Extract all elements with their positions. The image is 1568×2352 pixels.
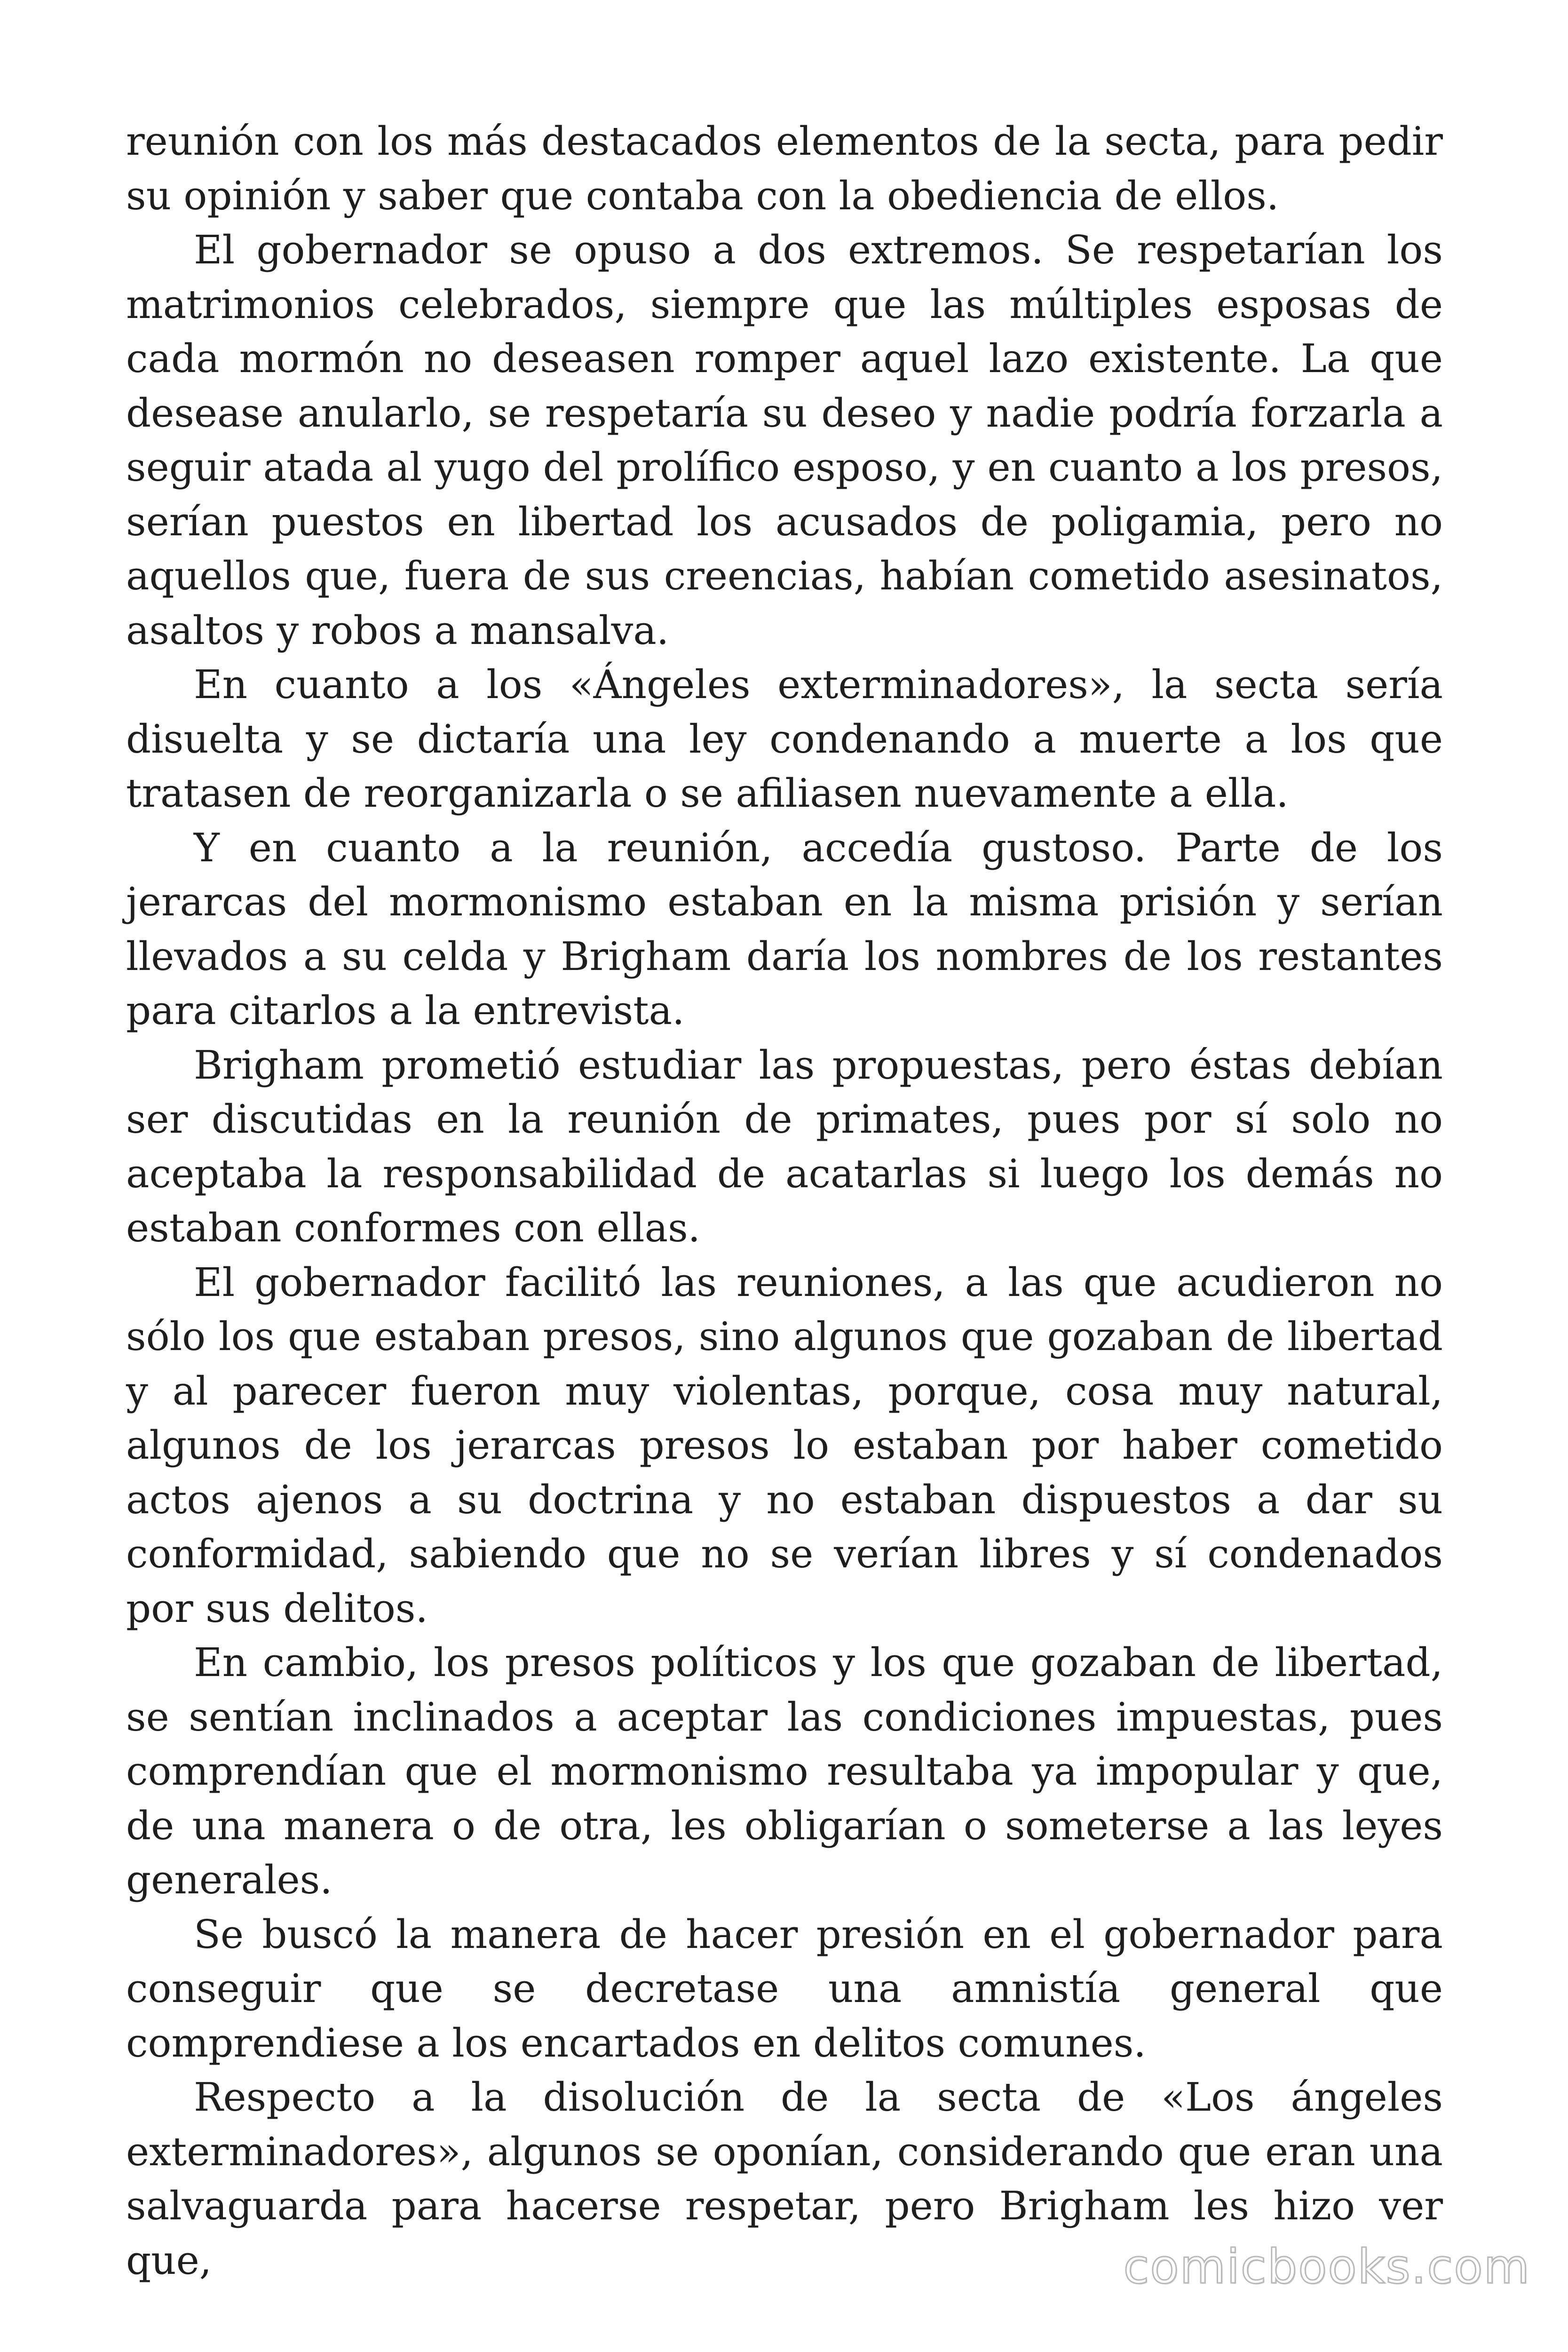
paragraph-4: Y en cuanto a la reunión, accedía gustoso. Parte de los jerarcas del mormonismo estaban en la misma prisión y serían llevados a su celda y Brigham daría los nombres de los restantes para citarlos a la entrevista.	[126, 825, 1443, 1033]
paragraph-2: El gobernador se opuso a dos extremos. Se respetarían los matrimonios celebrados, siempre que las múltiples esposas de cada mormón no deseasen romper aquel lazo existente. La que desease anularlo, se respetaría su deseo y nadie podría forzarla a seguir atada al yugo del prolífico esposo, y en cuanto a los presos, serían puestos en libertad los acusados de poligamia, pero no aquellos que, fuera de sus creencias, habían cometido asesinatos, asaltos y robos a mansalva.	[126, 227, 1443, 653]
paragraph-6: El gobernador facilitó las reuniones, a las que acudieron no sólo los que estaban presos, sino algunos que gozaban de libertad y al parecer fueron muy violentas, porque, cosa muy natural, algunos de los jerarcas presos lo estaban por haber cometido actos ajenos a su doctrina y no estaban dispuestos a dar su conformidad, sabiendo que no se verían libres y sí condenados por sus delitos.	[126, 1259, 1443, 1631]
watermark: comicbooks.com	[1123, 2239, 1530, 2294]
paragraph-1: reunión con los más destacados elementos de la secta, para pedir su opinión y saber que contaba con la obediencia de ellos.	[126, 119, 1443, 219]
paragraph-7: En cambio, los presos políticos y los que gozaban de libertad, se sentían inclinados a aceptar las condiciones impuestas, pues comprendían que el mormonismo resultaba ya impopular y que, de una manera o de otra, les obligarían o someterse a las leyes generales.	[126, 1640, 1443, 1903]
page-body	[126, 114, 1443, 2288]
paragraph-3: En cuanto a los «Ángeles exterminadores», la secta sería disuelta y se dictaría una ley condenando a muerte a los que tratasen de reorganizarla o se afiliasen nuevamente a ella.	[126, 662, 1443, 816]
paragraph-5: Brigham prometió estudiar las propuestas, pero éstas debían ser discutidas en la reunión de primates, pues por sí solo no aceptaba la responsabilidad de acatarlas si luego los demás no estaban conformes con ellas.	[126, 1042, 1443, 1251]
paragraph-9: Respecto a la disolución de la secta de «Los ángeles exterminadores», algunos se oponían, considerando que eran una salvaguarda para hacerse respetar, pero Brigham les hizo ver que,	[126, 2074, 1443, 2283]
paragraph-8: Se buscó la manera de hacer presión en el gobernador para conseguir que se decretase una amnistía general que comprendiese a los encartados en delitos comunes.	[126, 1911, 1443, 2066]
